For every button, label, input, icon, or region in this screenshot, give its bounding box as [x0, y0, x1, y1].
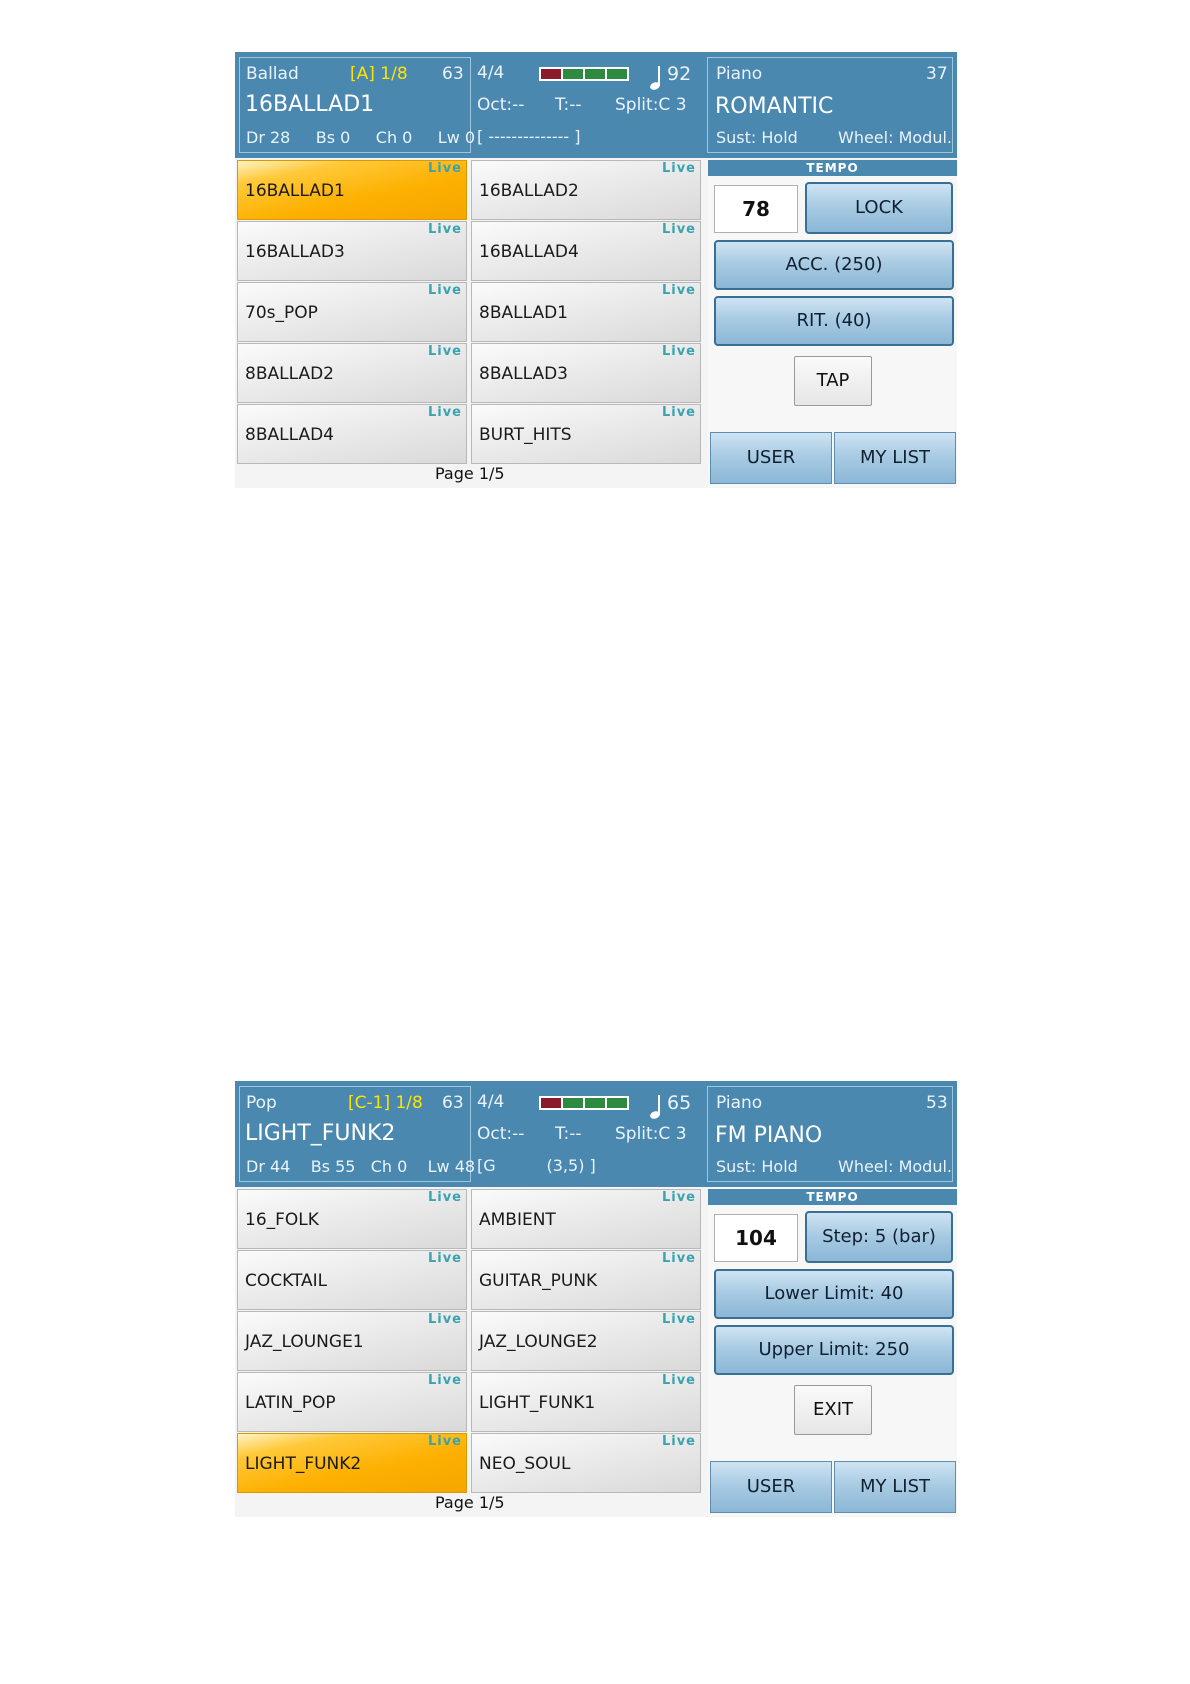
style-cell[interactable]	[471, 1189, 701, 1249]
style-cell-label: COCKTAIL	[245, 1271, 328, 1291]
style-cell[interactable]	[471, 1311, 701, 1371]
style-number: 63	[442, 1093, 464, 1113]
voice-number: 53	[926, 1093, 948, 1113]
style-cell-label: LIGHT_FUNK2	[245, 1454, 362, 1474]
live-tag: Live	[661, 1373, 696, 1388]
octave-display: Oct:--	[477, 95, 525, 115]
live-tag: Live	[661, 222, 696, 237]
style-name: LIGHT_FUNK2	[245, 1121, 396, 1146]
style-cell[interactable]	[471, 221, 701, 281]
style-cell[interactable]	[471, 1250, 701, 1310]
style-cell-label: 8BALLAD4	[245, 425, 334, 445]
voice-name: ROMANTIC	[715, 94, 834, 119]
tempo-panel	[708, 1189, 957, 1517]
live-tag: Live	[427, 1434, 462, 1449]
style-cell[interactable]	[237, 221, 467, 281]
style-cell[interactable]	[237, 1311, 467, 1371]
style-number: 63	[442, 64, 464, 84]
style-cell[interactable]	[471, 282, 701, 342]
tap-button[interactable]: TAP	[794, 356, 872, 406]
style-category: Ballad	[246, 64, 299, 84]
page-indicator: Page 1/5	[435, 464, 505, 483]
exit-button[interactable]: EXIT	[794, 1385, 872, 1435]
style-cell-label: 8BALLAD3	[479, 364, 568, 384]
user-button[interactable]: USER	[710, 432, 832, 484]
status-header	[235, 1081, 957, 1187]
mix-levels: Dr 44 Bs 55 Ch 0 Lw 48	[246, 1157, 476, 1176]
tempo-panel	[708, 160, 957, 488]
split-display: Split:C 3	[615, 1124, 687, 1144]
live-tag: Live	[427, 344, 462, 359]
ritardando-button[interactable]: RIT. (40)	[714, 296, 954, 346]
music-note-icon	[647, 1094, 665, 1120]
arranger-info-panel	[475, 1086, 709, 1182]
upper-limit-button[interactable]: Upper Limit: 250	[714, 1325, 954, 1375]
live-tag: Live	[661, 1312, 696, 1327]
voice-category: Piano	[716, 64, 763, 84]
wheel-display: Wheel: Modul.	[838, 1157, 952, 1176]
variation-indicator: [C-1] 1/8	[348, 1093, 423, 1113]
style-cell-label: NEO_SOUL	[479, 1454, 571, 1474]
style-cell[interactable]	[237, 160, 467, 220]
style-cell-label: LIGHT_FUNK1	[479, 1393, 596, 1413]
live-tag: Live	[661, 1434, 696, 1449]
sustain-display: Sust: Hold	[716, 1157, 798, 1176]
my-list-button[interactable]: MY LIST	[834, 1461, 956, 1513]
style-cell-label: BURT_HITS	[479, 425, 572, 445]
voice-category: Piano	[716, 1093, 763, 1113]
voice-number: 37	[926, 64, 948, 84]
chord-display: [G (3,5) ]	[477, 1156, 596, 1175]
style-cell-label: 16BALLAD2	[479, 181, 579, 201]
style-cell[interactable]	[237, 343, 467, 403]
style-info-panel[interactable]	[239, 57, 476, 153]
style-cell-label: 16BALLAD3	[245, 242, 345, 262]
time-signature: 4/4	[477, 63, 505, 83]
voice-info-panel[interactable]	[707, 1086, 953, 1182]
style-info-panel[interactable]	[239, 1086, 476, 1182]
transpose-display: T:--	[555, 95, 582, 115]
style-cell[interactable]	[471, 160, 701, 220]
style-name: 16BALLAD1	[245, 92, 375, 117]
tempo-value-field[interactable]: 78	[714, 185, 798, 233]
live-tag: Live	[661, 344, 696, 359]
tempo-title: TEMPO	[708, 160, 957, 176]
voice-name: FM PIANO	[715, 1123, 823, 1148]
style-cell-label: 16BALLAD1	[245, 181, 345, 201]
style-cell-label: 70s_POP	[245, 303, 318, 323]
style-cell[interactable]	[237, 1433, 467, 1493]
live-tag: Live	[427, 1312, 462, 1327]
accelerando-button[interactable]: ACC. (250)	[714, 240, 954, 290]
sustain-display: Sust: Hold	[716, 128, 798, 147]
page-indicator: Page 1/5	[435, 1493, 505, 1512]
tempo-title: TEMPO	[708, 1189, 957, 1205]
tempo-display: 65	[667, 1092, 692, 1114]
live-tag: Live	[427, 1251, 462, 1266]
style-cell[interactable]	[471, 1372, 701, 1432]
style-category: Pop	[246, 1093, 277, 1113]
step-button[interactable]: Step: 5 (bar)	[805, 1211, 953, 1263]
live-tag: Live	[661, 1251, 696, 1266]
style-screen-1	[235, 52, 957, 488]
mix-levels: Dr 28 Bs 0 Ch 0 Lw 0	[246, 128, 476, 147]
chord-display: [ -------------- ]	[477, 127, 581, 146]
octave-display: Oct:--	[477, 1124, 525, 1144]
style-cell[interactable]	[237, 404, 467, 464]
variation-indicator: [A] 1/8	[350, 64, 408, 84]
live-tag: Live	[661, 283, 696, 298]
my-list-button[interactable]: MY LIST	[834, 432, 956, 484]
style-cell-label: AMBIENT	[479, 1210, 556, 1230]
wheel-display: Wheel: Modul.	[838, 128, 952, 147]
style-cell-label: 16BALLAD4	[479, 242, 579, 262]
style-screen-2	[235, 1081, 957, 1517]
level-meter-icon	[539, 67, 629, 81]
transpose-display: T:--	[555, 1124, 582, 1144]
style-cell[interactable]	[237, 1189, 467, 1249]
style-cell[interactable]	[237, 282, 467, 342]
style-cell-label: 16_FOLK	[245, 1210, 319, 1230]
style-cell-label: JAZ_LOUNGE2	[479, 1332, 598, 1352]
live-tag: Live	[427, 161, 462, 176]
arranger-info-panel	[475, 57, 709, 153]
user-button[interactable]: USER	[710, 1461, 832, 1513]
live-tag: Live	[427, 1373, 462, 1388]
time-signature: 4/4	[477, 1092, 505, 1112]
status-header	[235, 52, 957, 158]
live-tag: Live	[427, 1190, 462, 1205]
style-cell-label: LATIN_POP	[245, 1393, 336, 1413]
style-cell-label: 8BALLAD1	[479, 303, 568, 323]
style-cell-label: JAZ_LOUNGE1	[245, 1332, 364, 1352]
style-cell[interactable]	[471, 1433, 701, 1493]
live-tag: Live	[427, 222, 462, 237]
tempo-display: 92	[667, 63, 692, 85]
style-cell[interactable]	[237, 1372, 467, 1432]
live-tag: Live	[427, 283, 462, 298]
live-tag: Live	[661, 161, 696, 176]
live-tag: Live	[661, 1190, 696, 1205]
voice-info-panel[interactable]	[707, 57, 953, 153]
live-tag: Live	[427, 405, 462, 420]
tempo-value-field[interactable]: 104	[714, 1214, 798, 1262]
style-cell-label: GUITAR_PUNK	[479, 1271, 598, 1291]
lower-limit-button[interactable]: Lower Limit: 40	[714, 1269, 954, 1319]
style-cell[interactable]	[471, 343, 701, 403]
level-meter-icon	[539, 1096, 629, 1110]
live-tag: Live	[661, 405, 696, 420]
style-cell[interactable]	[471, 404, 701, 464]
split-display: Split:C 3	[615, 95, 687, 115]
style-cell-label: 8BALLAD2	[245, 364, 334, 384]
music-note-icon	[647, 65, 665, 91]
lock-button[interactable]: LOCK	[805, 182, 953, 234]
style-cell[interactable]	[237, 1250, 467, 1310]
